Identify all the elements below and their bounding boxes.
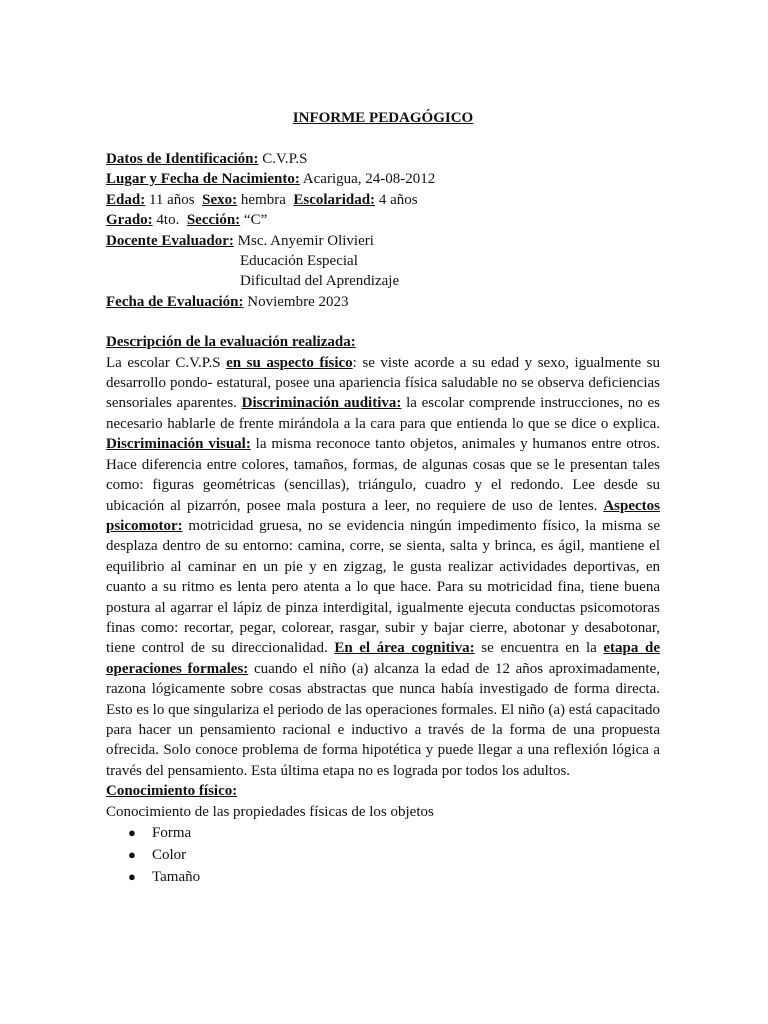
physical-aspect-heading: en su aspecto físico: [226, 354, 353, 371]
properties-list: [106, 822, 660, 888]
list-item-label: Color: [152, 847, 187, 863]
evaluator-area: Dificultad del Aprendizaje: [240, 273, 400, 290]
desc-text-4: la misma reconoce tanto objetos, animales y humanos entre otros. Hace diferencia entre colores, tamaños, formas, de algunas cosas que se le presentan tales como: figuras geométricas (sencillas), triángulo, cuadro y el redondo. Lee desde su ubicación al pizarrón, posee mala postura a leer, no requiere de uso de lentes.: [106, 436, 660, 514]
desc-text-6: se encuentra en la: [474, 640, 604, 657]
list-item-label: Forma: [152, 825, 192, 841]
physical-knowledge-intro: Conocimiento de las propiedades físicas de los objetos: [106, 803, 434, 820]
birth-value: Acarigua, 24-08-2012: [299, 171, 436, 188]
desc-text-1: La escolar C.V.P.S: [106, 354, 227, 371]
schooling-value: 4 años: [375, 191, 418, 208]
list-item: [128, 822, 660, 844]
identification-value: C.V.P.S: [258, 151, 308, 167]
evaluation-date-row: [106, 292, 660, 312]
cognitive-heading: En el área cognitiva:: [334, 640, 475, 657]
list-item: [128, 866, 660, 888]
description-heading: Descripción de la evaluación realizada:: [106, 334, 356, 351]
evaluator-value: Msc. Anyemir Olivieri: [233, 232, 374, 249]
physical-knowledge-heading: Conocimiento físico:: [106, 783, 238, 800]
age-value: 11 años: [145, 191, 203, 208]
age-label: Edad:: [106, 191, 146, 208]
birth-row: [106, 169, 660, 189]
age-row: [106, 190, 660, 210]
grade-row: [106, 210, 660, 230]
sex-label: Sexo:: [202, 191, 238, 208]
formal-operations-heading: etapa de operaciones formales:: [106, 640, 660, 677]
document-title: INFORME PEDAGÓGICO: [292, 110, 474, 126]
evaluator-specialty: Educación Especial: [240, 253, 358, 270]
description-paragraph: [106, 353, 660, 782]
desc-text-2: : se viste acorde a su edad y sexo, igualmente su desarrollo pondo- estatural, posee una apariencia física saludable no se observa deficiencias sensoriales aparentes.: [106, 354, 660, 412]
list-item-label: Tamaño: [152, 869, 201, 885]
desc-text-3: la escolar comprende instrucciones, no es necesario hablarle de frente mirándola a la cara para que entienda lo que se dice o explica.: [106, 395, 661, 432]
evaluation-date-value: Noviembre 2023: [243, 293, 349, 310]
desc-text-5: motricidad gruesa, no se evidencia ningún impedimento físico, la misma se desplaza dentro de su entorno: camina, corre, se sienta, salta y brinca, es ágil, mantiene el equilibrio al caminar en un pie y en zigzag, le gusta realizar actividades deportivas, en cuanto a su ritmo es lenta pero atenta a lo que hace. Para su motricidad fina, tiene buena postura al agarrar el lápiz de pinza interdigital, igualmente ejecuta conductas psicomotoras finas como: recortar, pegar, colorear, rasgar, subir y bajar cierre, abotonar y desabotonar, tiene control de su direccionalidad.: [106, 517, 660, 657]
bullet-icon: ●: [128, 847, 136, 862]
evaluation-date-label: Fecha de Evaluación:: [106, 293, 244, 310]
identification-label: Datos de Identificación:: [106, 151, 259, 167]
grade-value: 4to.: [152, 212, 187, 229]
document-page: [106, 108, 660, 888]
grade-label: Grado:: [106, 212, 153, 229]
evaluator-row: [106, 231, 660, 251]
list-item: [128, 844, 660, 866]
schooling-label: Escolaridad:: [293, 191, 376, 208]
sex-value: hembra: [237, 191, 294, 208]
evaluator-label: Docente Evaluador:: [106, 232, 234, 249]
section-value: “C”: [240, 212, 268, 229]
auditory-heading: Discriminación auditiva:: [241, 395, 402, 412]
section-label: Sección:: [186, 212, 241, 229]
identification-row: [106, 149, 660, 169]
bullet-icon: ●: [128, 869, 136, 884]
visual-heading: Discriminación visual:: [106, 436, 251, 453]
desc-text-7: cuando el niño (a) alcanza la edad de 12 años aproximadamente, razona lógicamente sobre cosas abstractas que nunca había investigado de forma directa. Esto es lo que singulariza el periodo de las operaciones formales. El niño (a) está capacitado para hacer un pensamiento racional e inductivo a través de la forma de una propuesta ofrecida. Solo conoce problema de forma hipotética y puede llegar a una reflexión lógica a través del pensamiento. Esta última etapa no es lograda por todos los adultos.: [106, 660, 660, 779]
bullet-icon: ●: [128, 825, 136, 840]
birth-label: Lugar y Fecha de Nacimiento:: [106, 171, 300, 188]
psychomotor-heading: Aspectos psicomotor:: [106, 497, 660, 534]
